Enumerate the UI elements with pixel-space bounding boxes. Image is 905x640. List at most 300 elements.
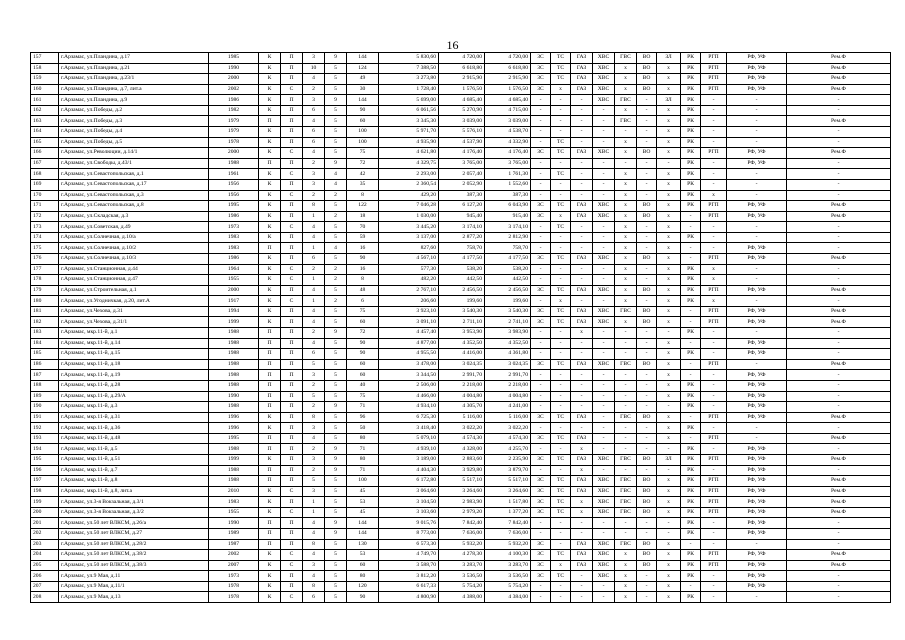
- cell-util-ts: -: [551, 423, 571, 434]
- cell-util-ts: -: [551, 370, 571, 381]
- cell-year-built: 1988: [209, 158, 259, 169]
- cell-util-zs: -: [531, 581, 551, 592]
- cell-entrances: 4: [303, 338, 325, 349]
- cell-total-area: 4 404,30: [379, 465, 439, 476]
- cell-living-area: 4 004,80: [439, 391, 485, 402]
- cell-fund-type: РФ, УФ: [727, 84, 787, 95]
- cell-wall-type: К: [259, 285, 281, 296]
- cell-floors: 5: [325, 497, 347, 508]
- cell-residential-area: 5 517,10: [485, 476, 531, 487]
- cell-row-number: 195: [31, 454, 59, 465]
- cell-residential-area: 3 983,90: [485, 328, 531, 339]
- cell-util-rk: РК: [681, 391, 701, 402]
- cell-row-number: 172: [31, 211, 59, 222]
- cell-floors: 5: [325, 232, 347, 243]
- cell-util-rgp: РГП: [701, 53, 727, 64]
- cell-living-area: 4 574,30: [439, 433, 485, 444]
- cell-address: г.Арзамас, ул.50 лет ВЛКСМ, д.27: [59, 529, 209, 540]
- cell-year-built: 1996: [209, 423, 259, 434]
- cell-util-vo: ВО: [637, 454, 657, 465]
- cell-year-built: 1961: [209, 169, 259, 180]
- cell-util-vo: ВО: [637, 507, 657, 518]
- cell-floors: 9: [325, 444, 347, 455]
- cell-total-area: 5 830,60: [379, 53, 439, 64]
- cell-util-gvs: х: [615, 550, 637, 561]
- cell-apartments: 6: [347, 296, 379, 307]
- cell-util-gas: -: [571, 370, 593, 381]
- cell-util-rk: РК: [681, 507, 701, 518]
- cell-apartments: 120: [347, 581, 379, 592]
- cell-util-vo: ВО: [637, 63, 657, 74]
- cell-residential-area: 4 685,40: [485, 95, 531, 106]
- cell-repair-fund: -: [787, 243, 891, 254]
- cell-living-area: 3 283,70: [439, 560, 485, 571]
- cell-repair-fund: Рем.Ф: [787, 211, 891, 222]
- cell-living-area: 2 991,70: [439, 370, 485, 381]
- table-row: [31, 285, 891, 296]
- cell-util-rk: РК: [681, 275, 701, 286]
- cell-util-elevator: х: [657, 285, 681, 296]
- cell-util-ts: -: [551, 592, 571, 603]
- cell-fund-type: -: [727, 539, 787, 550]
- cell-util-rk: РК: [681, 380, 701, 391]
- cell-repair-fund: Рем.Ф: [787, 486, 891, 497]
- cell-util-gas: -: [571, 95, 593, 106]
- cell-util-rk: -: [681, 222, 701, 233]
- cell-util-hvs: -: [593, 105, 615, 116]
- cell-ownership-type: П: [281, 454, 303, 465]
- cell-living-area: 2 057,40: [439, 169, 485, 180]
- cell-address: г.Арзамас, ул.Солнечная, д.10/2: [59, 243, 209, 254]
- cell-repair-fund: Рем.Ф: [787, 507, 891, 518]
- cell-util-gvs: х: [615, 190, 637, 201]
- cell-util-zs: -: [531, 222, 551, 233]
- cell-util-zs: ЗС: [531, 285, 551, 296]
- cell-entrances: 4: [303, 285, 325, 296]
- cell-repair-fund: -: [787, 190, 891, 201]
- cell-residential-area: 1 552,60: [485, 179, 531, 190]
- cell-year-built: 1999: [209, 454, 259, 465]
- cell-apartments: 80: [347, 454, 379, 465]
- table-row: [31, 317, 891, 328]
- cell-floors: 5: [325, 433, 347, 444]
- cell-util-rgp: х: [701, 190, 727, 201]
- cell-apartments: 53: [347, 550, 379, 561]
- table-row: [31, 592, 891, 603]
- cell-row-number: 194: [31, 444, 59, 455]
- cell-floors: 9: [325, 402, 347, 413]
- cell-floors: 2: [325, 190, 347, 201]
- cell-wall-type: К: [259, 581, 281, 592]
- cell-util-rk: РК: [681, 592, 701, 603]
- cell-year-built: 1956: [209, 179, 259, 190]
- cell-fund-type: РФ, УФ: [727, 486, 787, 497]
- cell-util-elevator: ЗЛ: [657, 53, 681, 64]
- cell-year-built: 1999: [209, 317, 259, 328]
- table-row: [31, 444, 891, 455]
- table-row: [31, 222, 891, 233]
- cell-repair-fund: Рем.Ф: [787, 550, 891, 561]
- cell-entrances: 6: [303, 253, 325, 264]
- cell-living-area: 5 270,90: [439, 105, 485, 116]
- cell-address: г.Арзамас, ул.Победы, д.5: [59, 137, 209, 148]
- cell-apartments: 71: [347, 444, 379, 455]
- cell-util-vo: -: [637, 95, 657, 106]
- cell-util-rk: РК: [681, 127, 701, 138]
- cell-living-area: 5 932,20: [439, 539, 485, 550]
- cell-util-rgp: -: [701, 592, 727, 603]
- cell-row-number: 186: [31, 359, 59, 370]
- cell-util-gvs: ГВС: [615, 497, 637, 508]
- cell-util-vo: ВО: [637, 253, 657, 264]
- cell-repair-fund: Рем.Ф: [787, 412, 891, 423]
- cell-row-number: 204: [31, 550, 59, 561]
- cell-util-vo: -: [637, 222, 657, 233]
- cell-util-gvs: х: [615, 581, 637, 592]
- table-row: [31, 201, 891, 212]
- cell-fund-type: РФ, УФ: [727, 380, 787, 391]
- cell-residential-area: 4 255,70: [485, 444, 531, 455]
- cell-util-elevator: -: [657, 529, 681, 540]
- cell-ownership-type: П: [281, 232, 303, 243]
- cell-util-zs: -: [531, 296, 551, 307]
- cell-entrances: 4: [303, 222, 325, 233]
- cell-apartments: 100: [347, 127, 379, 138]
- cell-repair-fund: -: [787, 232, 891, 243]
- cell-wall-type: П: [259, 391, 281, 402]
- cell-ownership-type: П: [281, 370, 303, 381]
- cell-ownership-type: С: [281, 169, 303, 180]
- cell-wall-type: П: [259, 380, 281, 391]
- cell-util-gas: -: [571, 518, 593, 529]
- cell-wall-type: К: [259, 507, 281, 518]
- cell-wall-type: К: [259, 423, 281, 434]
- cell-total-area: 6 573,30: [379, 539, 439, 550]
- cell-row-number: 165: [31, 137, 59, 148]
- cell-util-rgp: -: [701, 391, 727, 402]
- cell-fund-type: РФ, УФ: [727, 370, 787, 381]
- cell-entrances: 5: [303, 476, 325, 487]
- cell-fund-type: РФ, УФ: [727, 253, 787, 264]
- cell-util-rgp: -: [701, 571, 727, 582]
- cell-ownership-type: С: [281, 190, 303, 201]
- cell-living-area: 4 720,00: [439, 53, 485, 64]
- cell-util-rgp: РГП: [701, 84, 727, 95]
- cell-repair-fund: -: [787, 423, 891, 434]
- cell-apartments: 75: [347, 391, 379, 402]
- cell-util-gvs: х: [615, 285, 637, 296]
- cell-living-area: 3 953,90: [439, 328, 485, 339]
- cell-util-ts: -: [551, 105, 571, 116]
- cell-util-elevator: х: [657, 190, 681, 201]
- cell-residential-area: 2 915,90: [485, 74, 531, 85]
- cell-year-built: 1979: [209, 127, 259, 138]
- cell-year-built: 1955: [209, 507, 259, 518]
- cell-year-built: 1988: [209, 359, 259, 370]
- cell-wall-type: К: [259, 105, 281, 116]
- cell-living-area: 758,70: [439, 243, 485, 254]
- cell-residential-area: 1 517,80: [485, 497, 531, 508]
- cell-floors: 5: [325, 285, 347, 296]
- cell-address: г.Арзамас, мкр.11-й, д.19: [59, 370, 209, 381]
- cell-fund-type: РФ, УФ: [727, 402, 787, 413]
- cell-entrances: 4: [303, 518, 325, 529]
- cell-util-rk: РК: [681, 53, 701, 64]
- table-row: [31, 359, 891, 370]
- cell-ownership-type: П: [281, 412, 303, 423]
- cell-util-rk: РК: [681, 518, 701, 529]
- cell-total-area: 3 588,70: [379, 560, 439, 571]
- cell-year-built: 1956: [209, 190, 259, 201]
- cell-util-zs: ЗС: [531, 433, 551, 444]
- cell-util-gas: ГАЗ: [571, 317, 593, 328]
- cell-util-ts: -: [551, 380, 571, 391]
- cell-apartments: 48: [347, 285, 379, 296]
- cell-util-ts: ТС: [551, 201, 571, 212]
- cell-util-elevator: х: [657, 253, 681, 264]
- cell-apartments: 35: [347, 179, 379, 190]
- table-body: [31, 53, 891, 603]
- cell-fund-type: РФ, УФ: [727, 476, 787, 487]
- cell-year-built: 1987: [209, 539, 259, 550]
- table-row: [31, 423, 891, 434]
- cell-residential-area: 3 264,60: [485, 486, 531, 497]
- cell-row-number: 179: [31, 285, 59, 296]
- cell-util-gvs: -: [615, 402, 637, 413]
- cell-fund-type: РФ, УФ: [727, 74, 787, 85]
- cell-util-vo: -: [637, 190, 657, 201]
- cell-row-number: 192: [31, 423, 59, 434]
- cell-floors: 2: [325, 296, 347, 307]
- cell-year-built: 1990: [209, 518, 259, 529]
- cell-living-area: 3 929,80: [439, 465, 485, 476]
- cell-util-hvs: -: [593, 232, 615, 243]
- cell-row-number: 182: [31, 317, 59, 328]
- cell-util-rgp: -: [701, 518, 727, 529]
- cell-apartments: 130: [347, 539, 379, 550]
- cell-living-area: 3 264,60: [439, 486, 485, 497]
- cell-util-rk: РК: [681, 349, 701, 360]
- cell-util-zs: ЗС: [531, 74, 551, 85]
- cell-residential-area: 4 715,00: [485, 105, 531, 116]
- cell-util-rk: РК: [681, 423, 701, 434]
- cell-address: г.Арзамас, ул.Севастопольская, д.1: [59, 169, 209, 180]
- cell-floors: 4: [325, 169, 347, 180]
- cell-util-rk: РК: [681, 476, 701, 487]
- cell-util-elevator: х: [657, 264, 681, 275]
- cell-entrances: 2: [303, 328, 325, 339]
- cell-living-area: 4 537,90: [439, 137, 485, 148]
- cell-util-elevator: ЗЛ: [657, 95, 681, 106]
- cell-util-ts: ТС: [551, 507, 571, 518]
- cell-fund-type: РФ, УФ: [727, 53, 787, 64]
- cell-year-built: 1978: [209, 137, 259, 148]
- cell-util-rgp: РГП: [701, 359, 727, 370]
- cell-util-elevator: -: [657, 444, 681, 455]
- cell-util-gas: -: [571, 349, 593, 360]
- cell-wall-type: К: [259, 550, 281, 561]
- cell-floors: 9: [325, 454, 347, 465]
- cell-wall-type: П: [259, 518, 281, 529]
- cell-wall-type: К: [259, 497, 281, 508]
- cell-util-elevator: х: [657, 581, 681, 592]
- cell-util-rgp: х: [701, 275, 727, 286]
- cell-floors: 5: [325, 222, 347, 233]
- cell-util-rgp: -: [701, 95, 727, 106]
- table-row: [31, 328, 891, 339]
- cell-util-ts: -: [551, 116, 571, 127]
- cell-util-elevator: х: [657, 169, 681, 180]
- table-row: [31, 116, 891, 127]
- cell-util-ts: ТС: [551, 306, 571, 317]
- cell-address: г.Арзамас, ул.Угодничкая, д.20, лит.А: [59, 296, 209, 307]
- cell-ownership-type: П: [281, 581, 303, 592]
- cell-util-vo: ВО: [637, 497, 657, 508]
- cell-util-gvs: х: [615, 222, 637, 233]
- cell-total-area: 2 360,54: [379, 179, 439, 190]
- cell-living-area: 4 352,50: [439, 338, 485, 349]
- cell-util-elevator: х: [657, 275, 681, 286]
- cell-ownership-type: П: [281, 179, 303, 190]
- table-row: [31, 264, 891, 275]
- cell-residential-area: 4 100,30: [485, 550, 531, 561]
- cell-util-gvs: х: [615, 592, 637, 603]
- cell-floors: 9: [325, 518, 347, 529]
- cell-util-gas: ГАЗ: [571, 486, 593, 497]
- cell-year-built: 1983: [209, 243, 259, 254]
- cell-util-zs: ЗС: [531, 571, 551, 582]
- cell-util-zs: -: [531, 243, 551, 254]
- cell-util-vo: ВО: [637, 84, 657, 95]
- cell-residential-area: 1 576,50: [485, 84, 531, 95]
- cell-residential-area: 4 332,90: [485, 137, 531, 148]
- cell-util-elevator: х: [657, 571, 681, 582]
- cell-fund-type: РФ, УФ: [727, 201, 787, 212]
- cell-residential-area: 3 022,20: [485, 423, 531, 434]
- cell-wall-type: П: [259, 158, 281, 169]
- cell-apartments: 144: [347, 53, 379, 64]
- cell-floors: 5: [325, 539, 347, 550]
- cell-util-elevator: х: [657, 137, 681, 148]
- cell-util-vo: -: [637, 423, 657, 434]
- cell-entrances: 8: [303, 201, 325, 212]
- cell-util-gas: ГАЗ: [571, 148, 593, 159]
- cell-ownership-type: П: [281, 74, 303, 85]
- cell-util-hvs: -: [593, 158, 615, 169]
- cell-total-area: 3 104,50: [379, 497, 439, 508]
- cell-ownership-type: П: [281, 127, 303, 138]
- cell-floors: 9: [325, 328, 347, 339]
- cell-total-area: 3 812,20: [379, 571, 439, 582]
- cell-address: г.Арзамас, ул.Станционная, д.47: [59, 275, 209, 286]
- table-row: [31, 127, 891, 138]
- cell-floors: 5: [325, 412, 347, 423]
- cell-util-gas: -: [571, 391, 593, 402]
- cell-util-hvs: -: [593, 581, 615, 592]
- cell-floors: 5: [325, 550, 347, 561]
- cell-entrances: 3: [303, 53, 325, 64]
- cell-fund-type: РФ, УФ: [727, 550, 787, 561]
- cell-entrances: 6: [303, 349, 325, 360]
- cell-total-area: 429,20: [379, 190, 439, 201]
- cell-util-gvs: х: [615, 84, 637, 95]
- cell-repair-fund: -: [787, 518, 891, 529]
- cell-util-zs: -: [531, 275, 551, 286]
- cell-living-area: 4 388,00: [439, 592, 485, 603]
- cell-util-gas: -: [571, 232, 593, 243]
- cell-util-gas: -: [571, 190, 593, 201]
- cell-util-gvs: х: [615, 169, 637, 180]
- cell-floors: 5: [325, 338, 347, 349]
- cell-util-rgp: -: [701, 158, 727, 169]
- cell-util-rk: РК: [681, 296, 701, 307]
- cell-year-built: 2010: [209, 486, 259, 497]
- cell-residential-area: 2 456,50: [485, 285, 531, 296]
- table-row: [31, 391, 891, 402]
- cell-apartments: 8: [347, 275, 379, 286]
- cell-wall-type: П: [259, 359, 281, 370]
- cell-repair-fund: Рем.Ф: [787, 84, 891, 95]
- cell-util-rgp: -: [701, 370, 727, 381]
- cell-util-zs: ЗС: [531, 486, 551, 497]
- cell-util-rgp: РГП: [701, 74, 727, 85]
- cell-entrances: 2: [303, 158, 325, 169]
- cell-repair-fund: Рем.Ф: [787, 116, 891, 127]
- cell-residential-area: 3 536,50: [485, 571, 531, 582]
- cell-wall-type: К: [259, 454, 281, 465]
- cell-util-rgp: РГП: [701, 253, 727, 264]
- cell-fund-type: РФ, УФ: [727, 571, 787, 582]
- cell-util-ts: х: [551, 211, 571, 222]
- cell-fund-type: -: [727, 222, 787, 233]
- cell-util-rgp: -: [701, 338, 727, 349]
- cell-apartments: 16: [347, 243, 379, 254]
- cell-util-ts: -: [551, 465, 571, 476]
- cell-address: г.Арзамас, мкр.11-й, д.14: [59, 338, 209, 349]
- cell-util-hvs: ХВС: [593, 63, 615, 74]
- cell-util-gvs: х: [615, 201, 637, 212]
- table-row: [31, 63, 891, 74]
- cell-row-number: 203: [31, 539, 59, 550]
- cell-util-gas: ГАЗ: [571, 359, 593, 370]
- cell-row-number: 159: [31, 74, 59, 85]
- cell-floors: 5: [325, 349, 347, 360]
- cell-util-zs: ЗС: [531, 253, 551, 264]
- cell-living-area: 5 754,20: [439, 581, 485, 592]
- cell-row-number: 171: [31, 201, 59, 212]
- cell-util-gvs: х: [615, 74, 637, 85]
- cell-row-number: 201: [31, 518, 59, 529]
- cell-util-ts: -: [551, 158, 571, 169]
- cell-residential-area: 4 361,80: [485, 349, 531, 360]
- cell-util-zs: -: [531, 592, 551, 603]
- cell-util-rk: РК: [681, 74, 701, 85]
- cell-util-zs: ЗС: [531, 63, 551, 74]
- cell-util-vo: ВО: [637, 211, 657, 222]
- cell-fund-type: -: [727, 433, 787, 444]
- cell-ownership-type: С: [281, 296, 303, 307]
- cell-util-elevator: х: [657, 243, 681, 254]
- cell-row-number: 206: [31, 571, 59, 582]
- cell-address: г.Арзамас, ул.9 Мая, д.13: [59, 592, 209, 603]
- cell-apartments: 59: [347, 232, 379, 243]
- cell-fund-type: РФ, УФ: [727, 529, 787, 540]
- cell-row-number: 189: [31, 391, 59, 402]
- cell-ownership-type: П: [281, 571, 303, 582]
- cell-util-hvs: ХВС: [593, 539, 615, 550]
- cell-total-area: 7 046,28: [379, 201, 439, 212]
- cell-wall-type: К: [259, 222, 281, 233]
